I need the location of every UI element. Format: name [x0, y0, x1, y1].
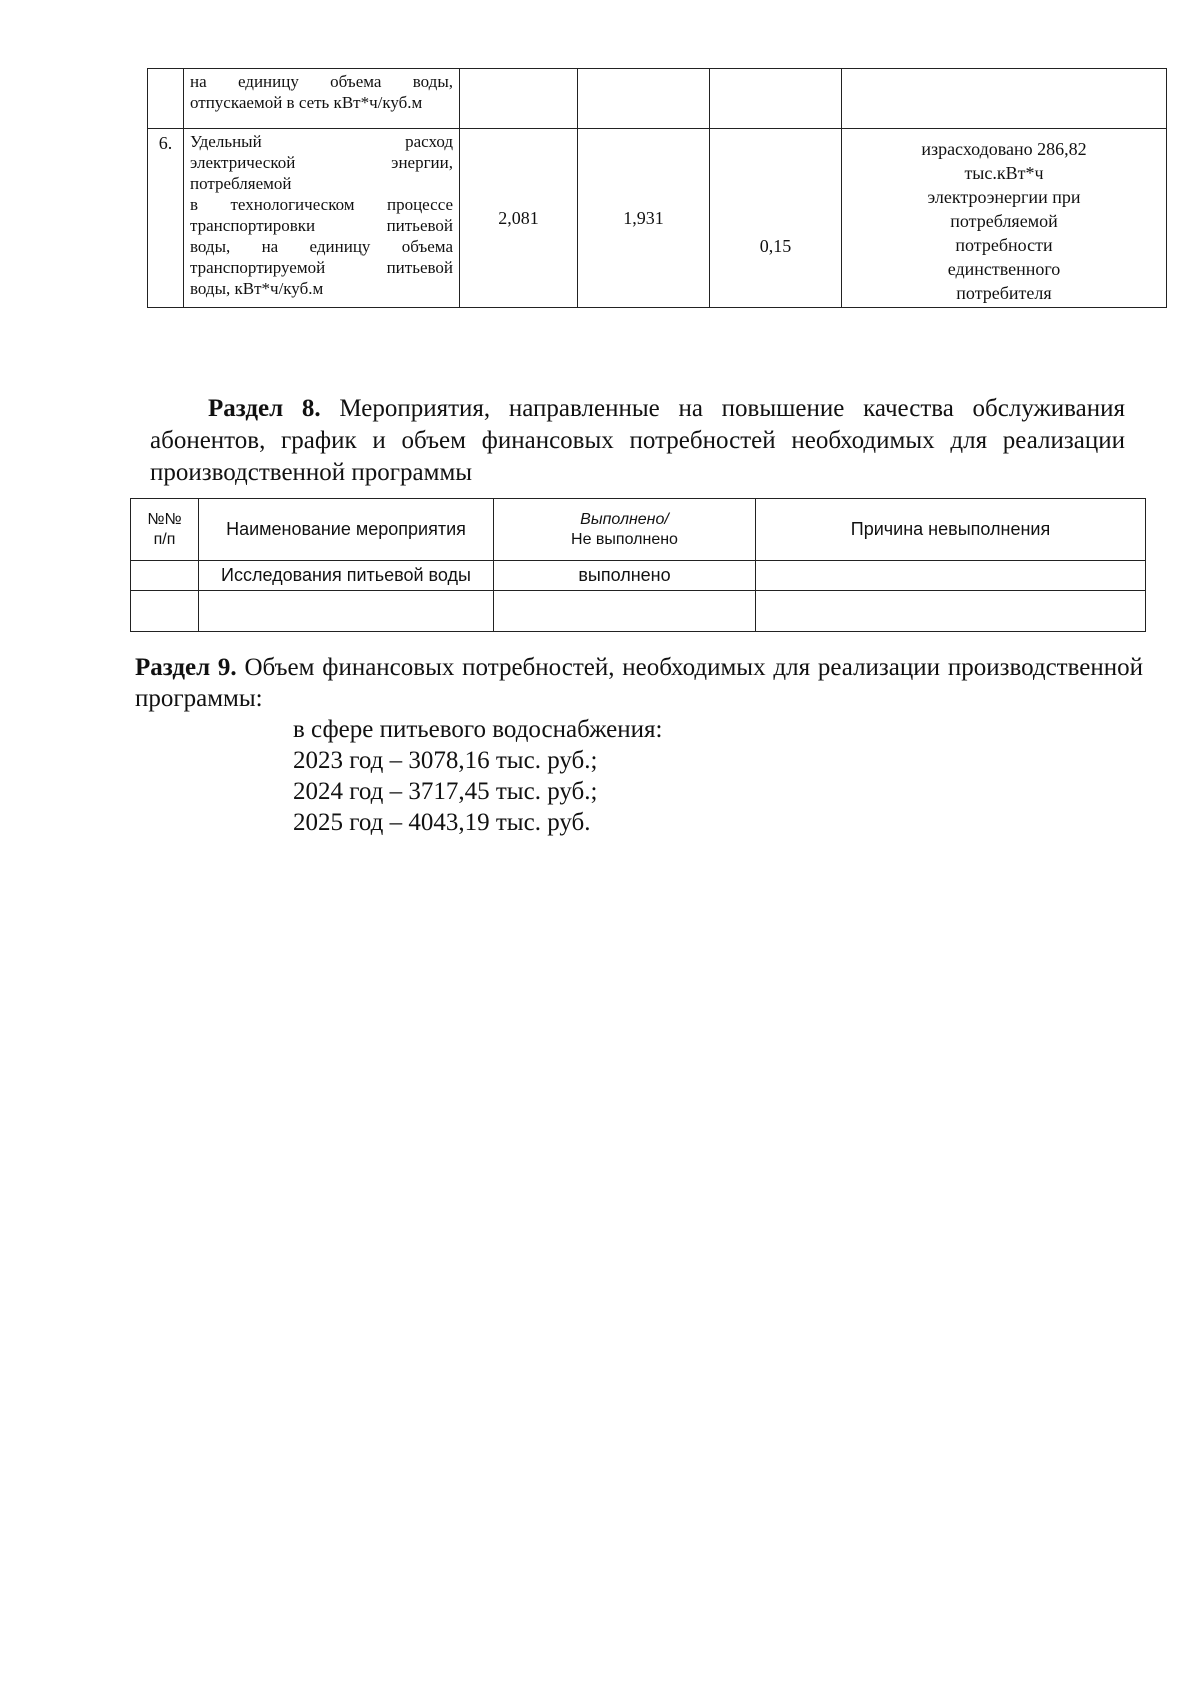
section-8	[150, 393, 1125, 489]
cell-status	[494, 591, 756, 632]
reason-line: израсходовано 286,82	[921, 139, 1087, 159]
cell-num	[131, 591, 199, 632]
reason-line: электроэнергии при	[927, 187, 1081, 207]
section-9-text: Объем финансовых потребностей, необходимых для реализации производственной программы:	[135, 654, 1143, 712]
header-status-line2: Не выполнено	[571, 530, 678, 548]
cell-indicator-name	[184, 129, 460, 308]
table-row	[148, 129, 1167, 308]
cell-fact	[578, 69, 710, 129]
financing-sphere: в сфере питьевого водоснабжения:	[293, 716, 663, 743]
financing-item: 2024 год – 3717,45 тыс. руб.;	[293, 778, 598, 805]
table-row	[131, 591, 1146, 632]
cell-index	[148, 69, 184, 129]
name-line: воды, кВт*ч/куб.м	[190, 279, 324, 298]
cell-name: Исследования питьевой воды	[199, 561, 494, 591]
indicators-table	[147, 68, 1167, 308]
cell-plan: 2,081	[460, 129, 578, 308]
table-row	[148, 69, 1167, 129]
cell-status: выполнено	[494, 561, 756, 591]
section-9-paragraph	[135, 652, 1143, 714]
cell-fact: 1,931	[578, 129, 710, 308]
cell-reason	[756, 561, 1146, 591]
cell-num	[131, 561, 199, 591]
name-line: воды, на единицу объема	[190, 237, 453, 256]
name-line: потребляемой	[190, 174, 292, 193]
cell-index: 6.	[148, 129, 184, 308]
section-8-paragraph	[150, 393, 1125, 489]
cell-deviation	[710, 129, 842, 308]
header-num	[131, 499, 199, 561]
reason-line: тыс.кВт*ч	[964, 163, 1044, 183]
reason-line: потребляемой	[950, 211, 1058, 231]
header-num-line2: п/п	[153, 530, 176, 548]
cell-reason	[756, 591, 1146, 632]
reason-line: единственного	[947, 259, 1061, 279]
section-9-label: Раздел 9.	[135, 654, 237, 681]
section-9	[135, 652, 1143, 838]
header-status-line1: Выполнено/	[580, 510, 669, 528]
header-name: Наименование мероприятия	[199, 499, 494, 561]
name-line: в технологическом процессе	[190, 195, 453, 214]
name-line: транспортируемой питьевой	[190, 258, 453, 277]
reason-line: потребности	[955, 235, 1053, 255]
financing-item: 2023 год – 3078,16 тыс. руб.;	[293, 747, 598, 774]
name-line: на единицу объема воды,	[190, 72, 453, 91]
section-8-text: Мероприятия, направленные на повышение качества обслуживания абонентов, график и объем финансовых потребностей необходимых для реализации производственной программы	[150, 395, 1125, 486]
name-line: Удельный расход	[190, 132, 453, 151]
financing-item: 2025 год – 4043,19 тыс. руб.	[293, 809, 591, 836]
financing-list	[135, 714, 1143, 838]
header-reason: Причина невыполнения	[756, 499, 1146, 561]
header-status	[494, 499, 756, 561]
cell-plan	[460, 69, 578, 129]
deviation-value: 0,15	[759, 235, 792, 256]
name-line: электрической энергии,	[190, 153, 453, 172]
table-row	[131, 561, 1146, 591]
table-header-row	[131, 499, 1146, 561]
activities-table	[130, 498, 1146, 632]
cell-reason	[842, 129, 1167, 308]
cell-name	[199, 591, 494, 632]
section-8-label: Раздел 8.	[208, 395, 321, 422]
reason-line: потребителя	[956, 283, 1052, 303]
name-line: транспортировки питьевой	[190, 216, 453, 235]
name-line: отпускаемой в сеть кВт*ч/куб.м	[190, 93, 423, 112]
cell-indicator-name	[184, 69, 460, 129]
header-num-line1: №№	[147, 510, 182, 528]
cell-deviation	[710, 69, 842, 129]
cell-reason	[842, 69, 1167, 129]
